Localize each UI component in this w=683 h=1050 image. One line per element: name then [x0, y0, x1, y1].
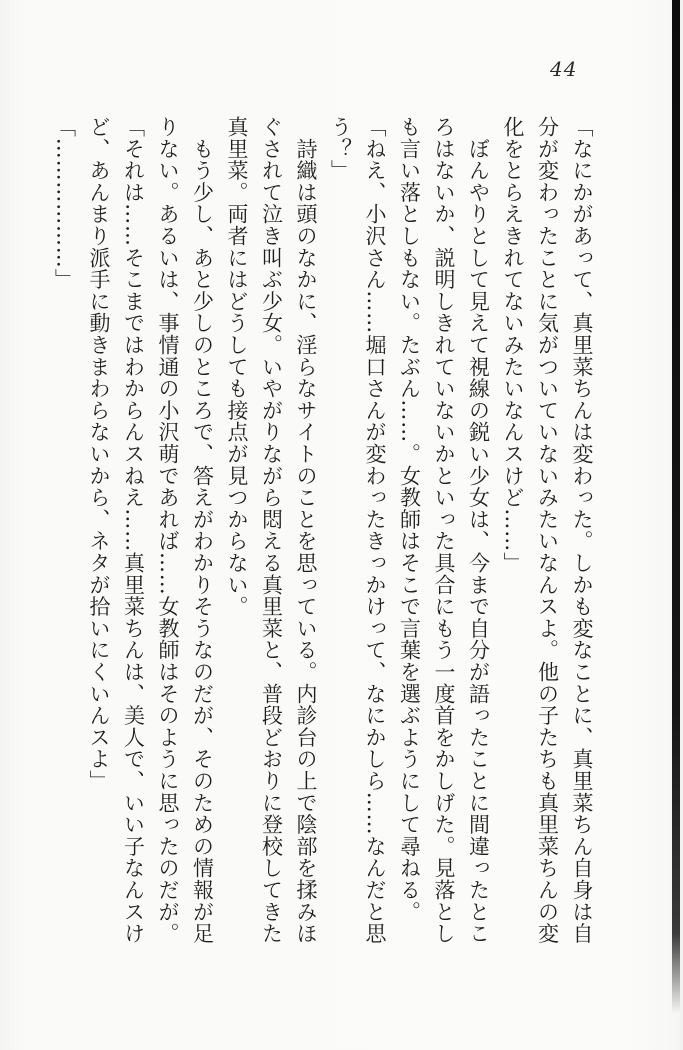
text-column: ぐされて泣き叫ぶ少女。いやがりながら悶える真里菜と、普段どおりに登校してきた: [259, 116, 284, 945]
page-number: 44: [550, 57, 578, 81]
text-column: ど、あんまり派手に動きまわらないから、ネタが拾いにくいんスよ」: [87, 116, 111, 792]
text-column: 「ねえ、小沢さん……堀口さんが変わったきっかけって、なにかしら……なんだと思: [363, 116, 387, 945]
text-column: 分が変わったことに気がついていないみたいなんスよ。他の子たちも真里菜ちんの変: [535, 116, 560, 945]
text-column: 「それは……そこまではわからんスねえ……真里菜ちんは、美人で、いい子なんスけ: [121, 116, 146, 945]
text-column: 「………………」: [52, 116, 77, 291]
text-column: ぼんやりとして見えて視線の鋭い少女は、今まで自分が語ったことに間違ったとこ: [466, 116, 491, 945]
text-column: ろはないか、説明しきれていないかといった具合にもう一度首をかしげた。見落とし: [432, 116, 456, 945]
text-column: 詩織は頭のなかに、淫らなサイトのことを思っている。内診台の上で陰部を揉みほ: [294, 116, 318, 945]
text-column: 化をとらえきれてないみたいなんスけど……」: [501, 116, 525, 574]
text-column: 真里菜。両者にはどうしても接点が見つからない。: [225, 116, 249, 618]
text-block: [47, 116, 599, 974]
text-column: りない。あるいは、事情通の小沢萌であれば……女教師はそのように思ったのだが。: [156, 116, 180, 945]
text-column: 「なにかがあって、真里菜ちんは変わった。しかも変なことに、真里菜ちん自身は自: [570, 116, 594, 945]
text-column: も言い落としもない。たぶん……。女教師はそこで言葉を選ぶようにして尋ねる。: [397, 116, 422, 923]
text-column: もう少し、あと少しのところで、答えがわかりそうなのだが、そのための情報が足: [190, 116, 215, 945]
text-column: う？」: [328, 116, 353, 182]
page-edge-shadow: [672, 0, 680, 1014]
